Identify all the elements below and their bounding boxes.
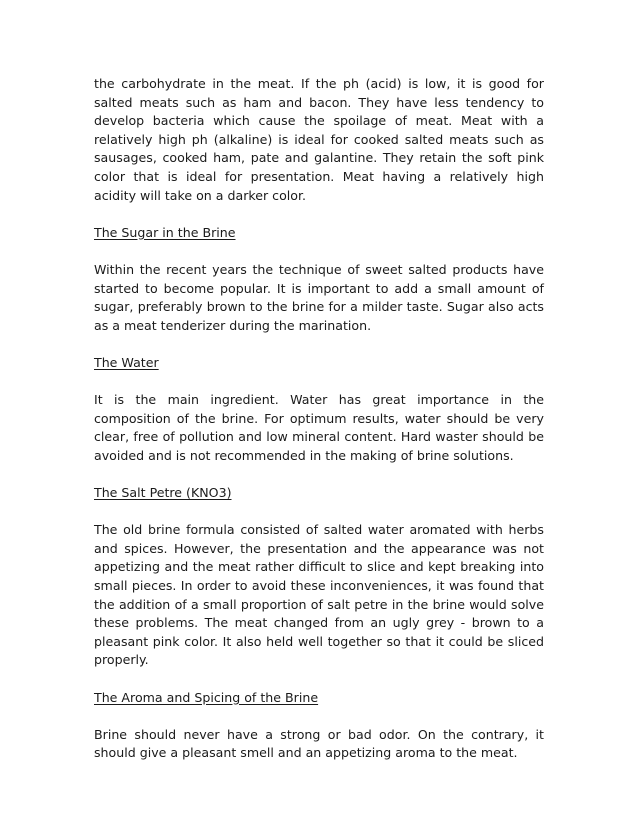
section-heading-water: The Water <box>94 354 159 370</box>
section-heading-salt-petre: The Salt Petre (KNO3) <box>94 485 232 501</box>
section-paragraph-sugar: Within the recent years the technique of sweet salted products have started to become popular. It is important to add a small amount of sugar, preferably brown to the brine for a milder taste. Sugar also acts as a meat tenderizer during the marination. <box>94 261 544 333</box>
section-heading-aroma: The Aroma and Spicing of the Brine <box>94 689 319 705</box>
section-paragraph-salt-petre: The old brine formula consisted of salted water aromated with herbs and spices. However, the presentation and the appearance was not appetizing and the meat rather difficult to slice and kept breaking into small pieces. In order to avoid these inconveniences, it was found that the addition of a small proportion of salt petre in the brine would solve these problems. The meat changed from an ugly grey - brown to a pleasant pink color. It also held well together so that it could be sliced properly. <box>94 522 544 668</box>
section-paragraph-aroma: Brine should never have a strong or bad odor. On the contrary, it should give a pleasant smell and an appetizing aroma to the meat. <box>94 726 544 761</box>
document-body <box>94 75 544 763</box>
section-paragraph-water: It is the main ingredient. Water has great importance in the composition of the brine. For optimum results, water should be very clear, free of pollution and low mineral content. Hard waster should be avoided and is not recommended in the making of brine solutions. <box>94 392 544 463</box>
intro-paragraph: the carbohydrate in the meat. If the ph (acid) is low, it is good for salted meats such as ham and bacon. They have less tendency to develop bacteria which cause the spoilage of meat. Meat with a relatively high ph (alkaline) is ideal for cooked salted meats such as sausages, cooked ham, pate and galantine. They retain the soft pink color that is ideal for presentation. Meat having a relatively high acidity will take on a darker color. <box>94 76 544 203</box>
section-heading-sugar: The Sugar in the Brine <box>94 224 236 240</box>
